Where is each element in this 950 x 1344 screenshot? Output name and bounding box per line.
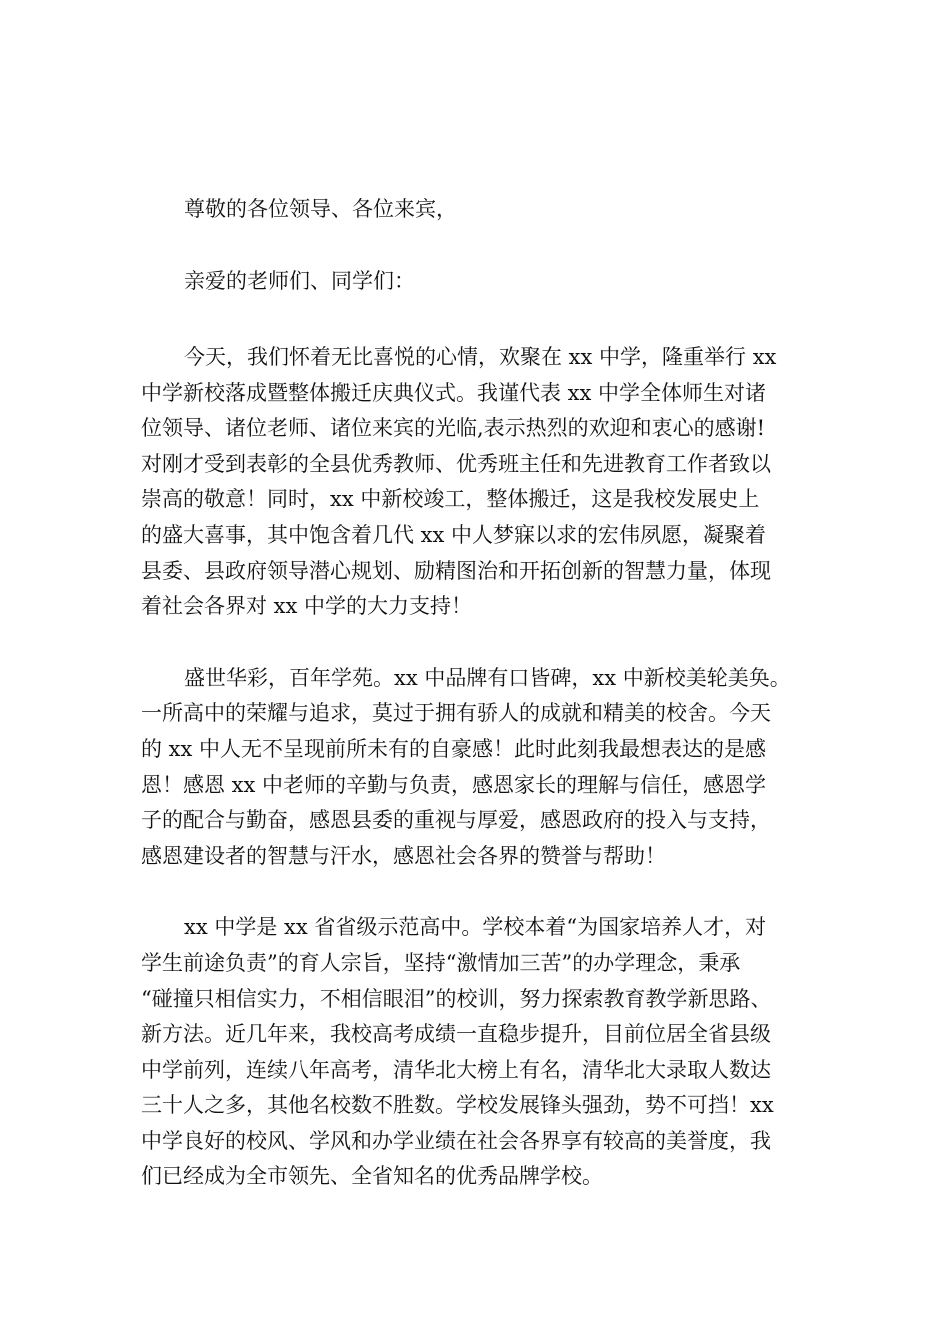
document-body [141, 190, 825, 1195]
paragraph-line: 的 xx 中人无不呈现前所未有的自豪感！此时此刻我最想表达的是感 [141, 736, 767, 761]
paragraph-line: 感恩建设者的智慧与汗水，感恩社会各界的赞誉与帮助！ [141, 843, 666, 868]
salutation-teachers-students: 亲爱的老师们、同学们： [184, 269, 415, 293]
paragraph-line: 恩！感恩 xx 中老师的辛勤与负责，感恩家长的理解与信任，感恩学 [141, 772, 767, 797]
paragraph-line: 崇高的敬意！同时，xx 中新校竣工，整体搬迁，这是我校发展史上 [141, 487, 760, 512]
paragraph-line: 中学良好的校风、学风和办学业绩在社会各界享有较高的美誉度，我 [141, 1128, 771, 1153]
paragraph-line: 的盛大喜事，其中饱含着几代 xx 中人梦寐以求的宏伟夙愿，凝聚着 [141, 522, 767, 547]
paragraph-opening [141, 340, 825, 625]
paragraph-line: 们已经成为全市领先、全省知名的优秀品牌学校。 [141, 1164, 603, 1189]
paragraph-line: 一所高中的荣耀与追求，莫过于拥有骄人的成就和精美的校舍。今天 [141, 701, 771, 726]
paragraph-line: 新方法。近几年来，我校高考成绩一直稳步提升，目前位居全省县级 [141, 1022, 771, 1047]
paragraph-line: 对刚才受到表彰的全县优秀教师、优秀班主任和先进教育工作者致以 [141, 451, 771, 476]
paragraph-line: 今天，我们怀着无比喜悦的心情，欢聚在 xx 中学，隆重举行 xx [184, 345, 777, 369]
salutation-leaders: 尊敬的各位领导、各位来宾， [184, 197, 457, 221]
paragraph-line: 中学前列，连续八年高考，清华北大榜上有名，清华北大录取人数达 [141, 1057, 771, 1082]
paragraph-line: 盛世华彩，百年学苑。xx 中品牌有口皆碑，xx 中新校美轮美奂。 [184, 665, 791, 690]
paragraph-line: 学生前途负责”的育人宗旨，坚持“激情加三苦”的办学理念，秉承 [141, 950, 741, 975]
paragraph-line: 中学新校落成暨整体搬迁庆典仪式。我谨代表 xx 中学全体师生对诸 [141, 380, 767, 405]
paragraph-line: “碰撞只相信实力，不相信眼泪”的校训，努力探索教育教学新思路、 [141, 986, 772, 1011]
paragraph-line: 着社会各界对 xx 中学的大力支持！ [141, 594, 473, 619]
paragraph-line: xx 中学是 xx 省省级示范高中。学校本着“为国家培养人才，对 [184, 915, 767, 940]
paragraph-line: 三十人之多，其他名校数不胜数。学校发展锋头强劲，势不可挡！xx [141, 1093, 774, 1118]
paragraph-gratitude [141, 661, 825, 875]
paragraph-line: 子的配合与勤奋，感恩县委的重视与厚爱，感恩政府的投入与支持， [141, 808, 771, 833]
paragraph-line: 县委、县政府领导潜心规划、励精图治和开拓创新的智慧力量，体现 [141, 558, 771, 583]
paragraph-school-profile [141, 910, 825, 1195]
paragraph-line: 位领导、诸位老师、诸位来宾的光临,表示热烈的欢迎和衷心的感谢! [141, 416, 766, 441]
